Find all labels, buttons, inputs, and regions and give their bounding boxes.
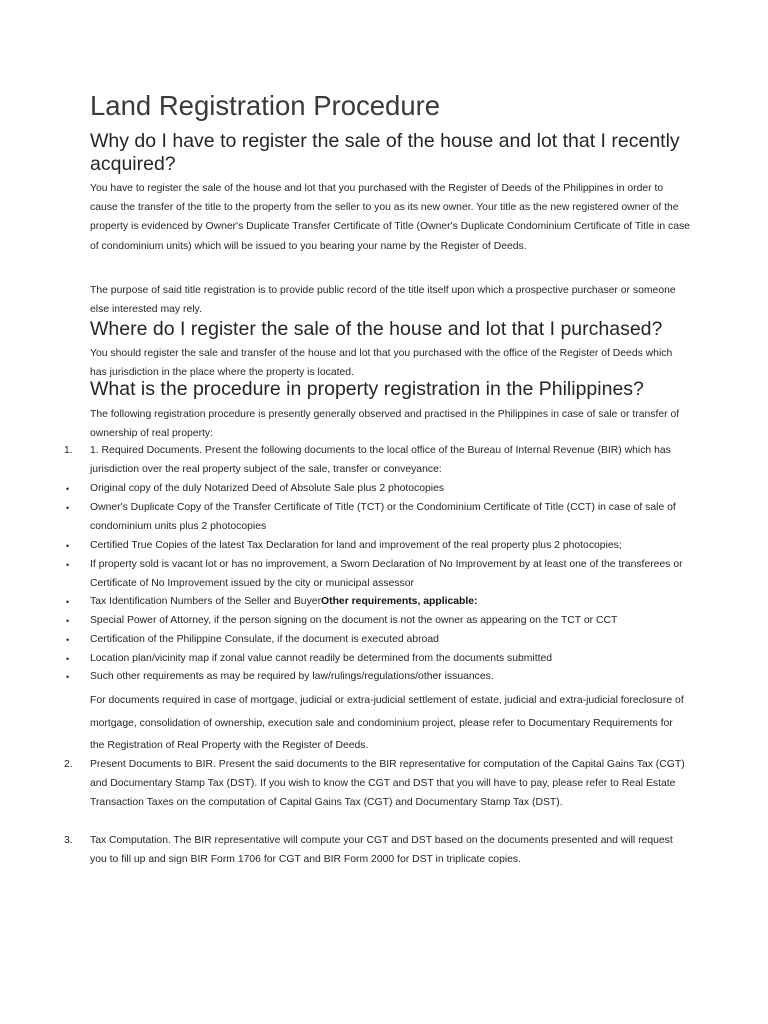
bullet-marker: • bbox=[66, 616, 70, 626]
paragraph-why-register-2: The purpose of said title registration is to provide public record of the title itself upon which a prospective purchaser or someone else interested may rely. bbox=[90, 285, 676, 316]
tin-text: Tax Identification Numbers of the Seller and Buyer bbox=[90, 596, 322, 607]
documents-note: For documents required in case of mortgage, judicial or extra-judicial settlement of estate, judicial and extra-judicial foreclosure of mortgage, consolidation of ownership, execution sale and condominium project, please refer to Documentary Requirements for the Registration of Real Property with the Register of Deeds. bbox=[90, 695, 684, 751]
paragraph-why-register-1: You have to register the sale of the house and lot that you purchased with the Register of Deeds of the Philippines in order to cause the transfer of the title to the property from the seller to you as its new owner. Your title as the new registered owner of the property is evidenced by Owner's Duplicate Transfer Certificate of Title (Owner's Duplicate Condominium Certificate of Title in case of condominium units) which will be issued to you bearing your name by the Register of Deeds. bbox=[90, 183, 690, 252]
list-marker-2: 2. bbox=[64, 759, 73, 770]
bullet-marker: • bbox=[66, 503, 70, 513]
bullet-marker: • bbox=[66, 654, 70, 664]
paragraph-where-register: You should register the sale and transfer of the house and lot that you purchased with the office of the Register of Deeds which has jurisdiction in the place where the property is located. bbox=[90, 348, 673, 379]
list-item: Certification of the Philippine Consulate, if the document is executed abroad bbox=[90, 634, 439, 645]
bullet-marker: • bbox=[66, 597, 70, 607]
list-marker-1: 1. bbox=[64, 445, 73, 456]
list-item: If property sold is vacant lot or has no improvement, a Sworn Declaration of No Improvement by at least one of the transferees or Certificate of No Improvement issued by the city or municipal assessor bbox=[90, 559, 683, 589]
list-item-tin bbox=[90, 593, 690, 612]
step-2-present-documents: Present Documents to BIR. Present the said documents to the BIR representative for computation of the Capital Gains Tax (CGT) and Documentary Stamp Tax (DST). If you wish to know the CGT and DST that you will have to pay, please refer to Real Estate Transaction Taxes on the computation of Capital Gains Tax (CGT) and Documentary Stamp Tax (DST). bbox=[90, 759, 685, 808]
bullet-marker: • bbox=[66, 672, 70, 682]
paragraph-procedure-intro: The following registration procedure is presently generally observed and practised in the Philippines in case of sale or transfer of ownership of real property: bbox=[90, 409, 680, 440]
heading-where-register: Where do I register the sale of the house and lot that I purchased? bbox=[90, 318, 663, 340]
list-item: Special Power of Attorney, if the person signing on the document is not the owner as appearing on the TCT or CCT bbox=[90, 615, 618, 626]
step-3-tax-computation: Tax Computation. The BIR representative will compute your CGT and DST based on the documents presented and will request you to fill up and sign BIR Form 1706 for CGT and BIR Form 2000 for DST in triplicate copies. bbox=[90, 835, 673, 865]
list-marker-3: 3. bbox=[64, 835, 73, 846]
bullet-marker: • bbox=[66, 541, 70, 551]
list-item: Owner's Duplicate Copy of the Transfer Certificate of Title (TCT) or the Condominium Certificate of Title (CCT) in case of sale of condominium units plus 2 photocopies bbox=[90, 502, 676, 532]
bullet-marker: • bbox=[66, 484, 70, 494]
list-item: Such other requirements as may be required by law/rulings/regulations/other issuances. bbox=[90, 671, 494, 682]
other-requirements-label: Other requirements, applicable: bbox=[321, 596, 478, 607]
page-title: Land Registration Procedure bbox=[90, 90, 441, 121]
heading-procedure: What is the procedure in property registration in the Philippines? bbox=[90, 378, 644, 400]
step-1-required-documents: 1. Required Documents. Present the following documents to the local office of the Bureau of Internal Revenue (BIR) which has jurisdiction over the real property subject of the sale, transfer or conveyance: bbox=[90, 445, 671, 475]
bullet-marker: • bbox=[66, 635, 70, 645]
list-item: Original copy of the duly Notarized Deed of Absolute Sale plus 2 photocopies bbox=[90, 483, 445, 494]
bullet-marker: • bbox=[66, 560, 70, 570]
list-item: Location plan/vicinity map if zonal value cannot readily be determined from the documents submitted bbox=[90, 653, 553, 664]
heading-why-register: Why do I have to register the sale of the house and lot that I recently acquired? bbox=[90, 130, 680, 175]
list-item: Certified True Copies of the latest Tax Declaration for land and improvement of the real property plus 2 photocopies; bbox=[90, 540, 622, 551]
